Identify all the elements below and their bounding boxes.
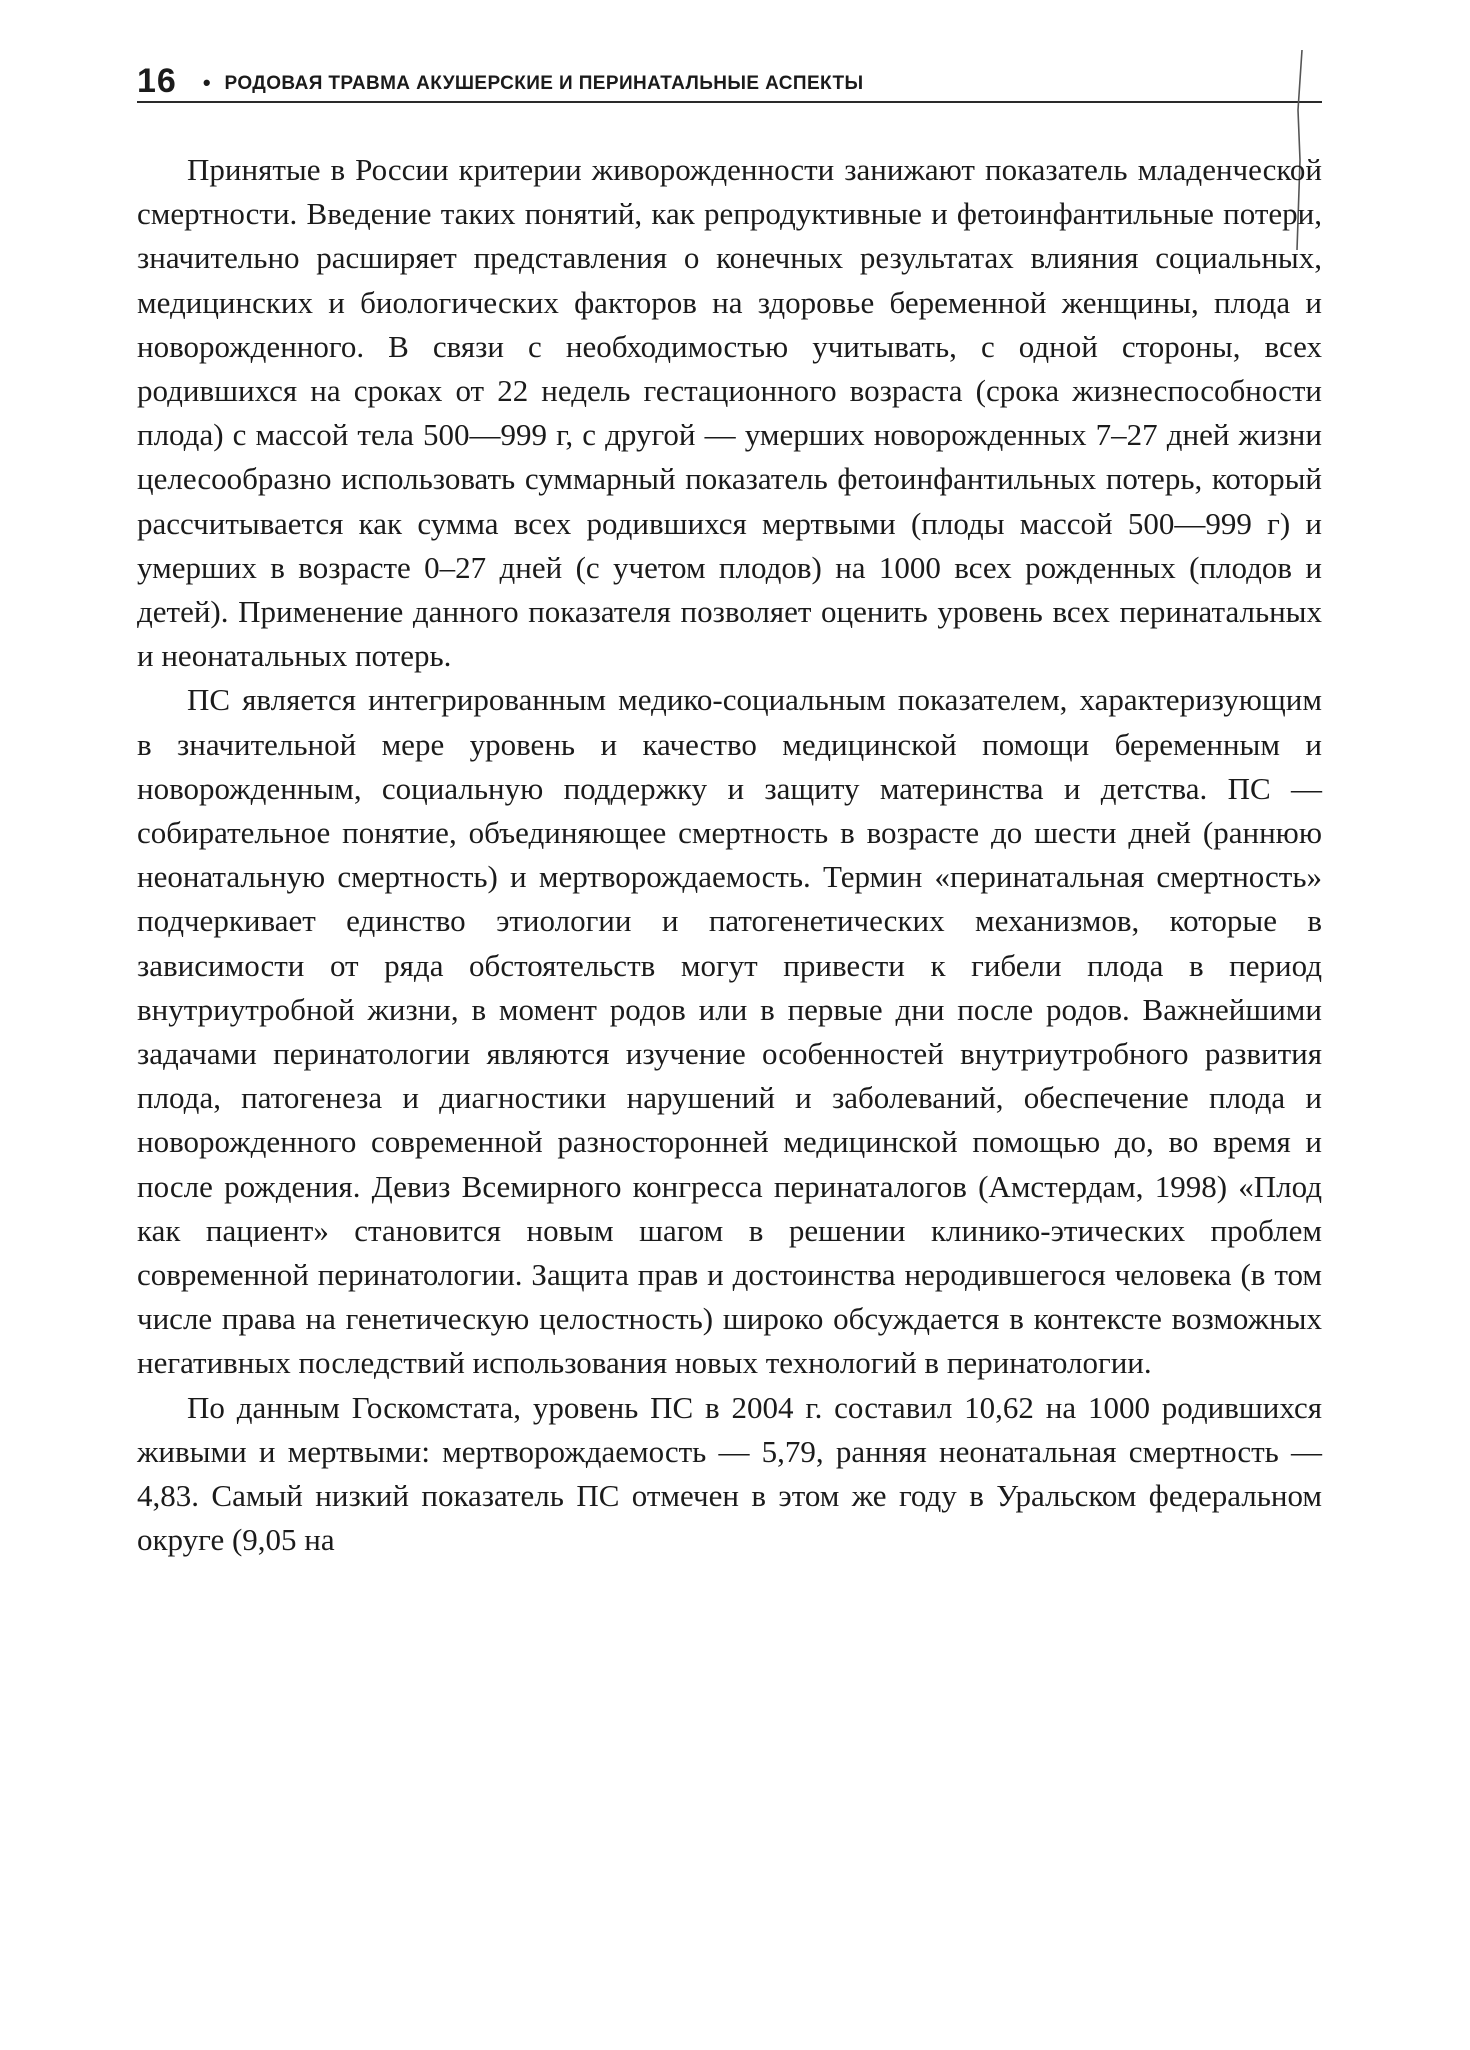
book-title: РОДОВАЯ ТРАВМА АКУШЕРСКИЕ И ПЕРИНАТАЛЬНЫЕ АСПЕКТЫ (224, 73, 864, 94)
header-bullet: • (202, 70, 211, 95)
paragraph-3: По данным Госкомстата, уровень ПС в 2004 г. составил 10,62 на 1000 родившихся живыми и мертвыми: мертворождаемость — 5,79, ранняя неонатальная смертность — 4,83. Самый низкий показатель ПС отмечен в этом же году в Уральском федеральном округе (9,05 на (137, 1389, 1322, 1558)
page-number: 16 (137, 62, 177, 100)
header-rule (137, 101, 1322, 103)
paragraph-2: ПС является интегрированным медико-социальным показателем, характеризующим в значительной мере уровень и качество медицинской помощи беременным и новорожденным, социальную поддержку и защиту материнства и детства. ПС — собирательное понятие, объединяющее смертность в возрасте до шести дней (раннюю неонатальную смертность) и мертворождаемость. Термин «перинатальная смертность» подчеркивает единство этиологии и патогенетических механизмов, которые в зависимости от ряда обстоятельств могут привести к гибели плода в период внутриутробной жизни, в момент родов или в первые дни после родов. Важнейшими задачами перинатологии являются изучение особенностей внутриутробного развития плода, патогенеза и диагностики нарушений и заболеваний, обеспечение плода и новорожденного современной разносторонней медицинской помощью до, во время и после рождения. Девиз Всемирного конгресса перинаталогов (Амстердам, 1998) «Плод как пациент» становится новым шагом в решении клинико-этических проблем современной перинатологии. Защита прав и достоинства неродившегося человека (в том числе права на генетическую целостность) широко обсуждается в контексте возможных негативных последствий использования новых технологий в перинатологии. (137, 682, 1322, 1381)
paragraph-1: Принятые в России критерии живорожденности занижают показатель младенческой смертности. Введение таких понятий, как репродуктивные и фетоинфантильные потери, значительно расширяет представления о конечных результатах влияния социальных, медицинских и биологических факторов на здоровье беременной женщины, плода и новорожденного. В связи с необходимостью учитывать, с одной стороны, всех родившихся на сроках от 22 недель гестационного возраста (срока жизнеспособности плода) с массой тела 500—999 г, с другой — умерших новорожденных 7–27 дней жизни целесообразно использовать суммарный показатель фетоинфантильных потерь, который рассчитывается как сумма всех родившихся мертвыми (плоды массой 500—999 г) и умерших в возрасте 0–27 дней (с учетом плодов) на 1000 всех рожденных (плодов и детей). Применение данного показателя позволяет оценить уровень всех перинатальных и неонатальных потерь. (137, 152, 1322, 674)
body-text (137, 148, 1322, 1563)
running-header (137, 56, 1322, 100)
